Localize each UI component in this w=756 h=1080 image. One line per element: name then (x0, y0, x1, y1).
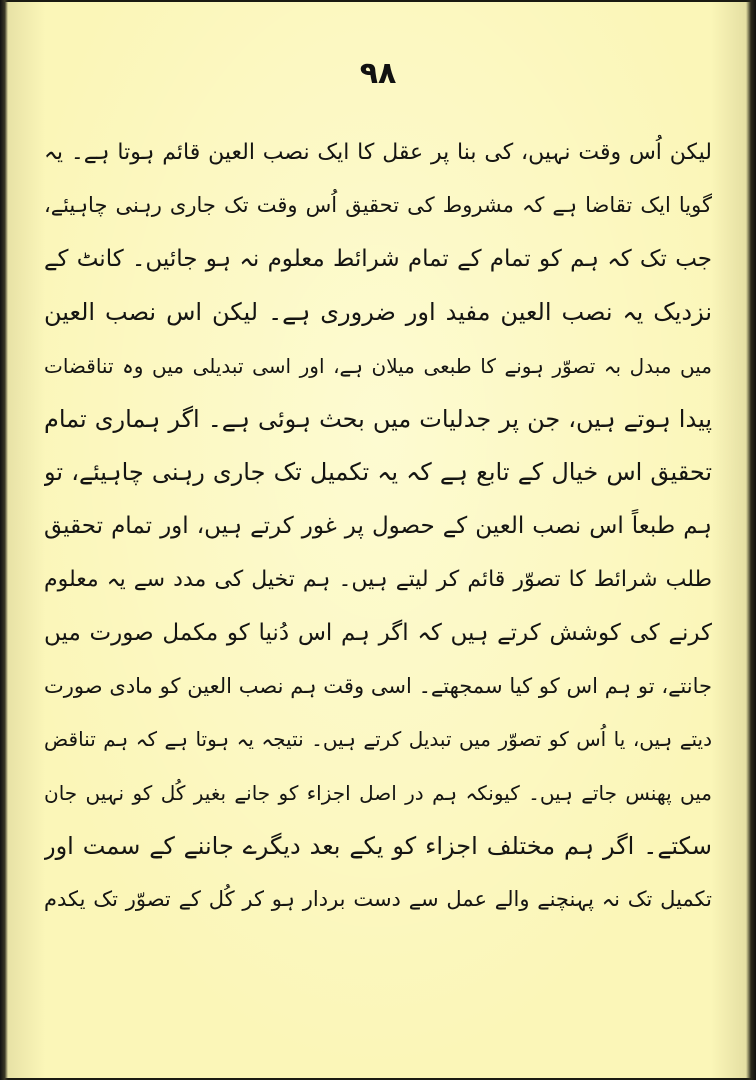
text-line: نزدیک یہ نصب العین مفید اور ضروری ہے۔ لیکن اس نصب العین (44, 298, 712, 327)
text-line: گویا ایک تقاضا ہے کہ مشروط کی تحقیق اُس وقت تک جاری رہنی چاہیئے، (44, 193, 712, 218)
text-line: کرنے کی کوشش کرتے ہیں کہ اگر ہم اس دُنیا کو مکمل صورت میں (44, 619, 712, 646)
text-line: پیدا ہوتے ہیں، جن پر جدلیات میں بحث ہوئی ہے۔ اگر ہماری تمام (44, 404, 712, 433)
text-line: میں مبدل بہ تصوّر ہونے کا طبعی میلان ہے، اور اسی تبدیلی میں وہ تناقضات (44, 353, 712, 378)
text-line: طلب شرائط کا تصوّر قائم کر لیتے ہیں۔ ہم تخیل کی مدد سے یہ معلوم (44, 567, 712, 593)
text-line: ہم طبعاً اس نصب العین کے حصول پر غور کرتے ہیں، اور تمام تحقیق (44, 512, 712, 539)
text-line: لیکن اُس وقت نہیں، کی بنا پر عقل کا ایک نصب العین قائم ہوتا ہے۔ یہ (44, 140, 712, 165)
text-line: تکمیل تک نہ پہنچنے والے عمل سے دست بردار ہو کر کُل کے تصوّر تک یکدم (44, 887, 712, 912)
text-line: تحقیق اس خیال کے تابع ہے کہ یہ تکمیل تک جاری رہنی چاہیئے، تو (44, 458, 712, 487)
text-line: دیتے ہیں، یا اُس کو تصوّر میں تبدیل کرتے ہیں۔ نتیجہ یہ ہوتا ہے کہ ہم تناقض (44, 727, 712, 752)
body-text (44, 126, 712, 927)
text-line: جب تک کہ ہم کو تمام کے تمام شرائط معلوم نہ ہو جائیں۔ کانٹ کے (44, 245, 712, 272)
page-binding-shadow (0, 0, 8, 1080)
page-edge-shadow (746, 0, 756, 1080)
page-number: ۹۸ (359, 56, 397, 91)
text-line: سکتے۔ اگر ہم مختلف اجزاء کو یکے بعد دیگرے جاننے کے سمت اور (44, 832, 712, 861)
text-line: میں پھنس جاتے ہیں۔ کیونکہ ہم در اصل اجزاء کو جانے بغیر کُل کو نہیں جان (44, 780, 712, 805)
text-line: جانتے، تو ہم اس کو کیا سمجھتے۔ اسی وقت ہم نصب العین کو مادی صورت (44, 673, 712, 698)
